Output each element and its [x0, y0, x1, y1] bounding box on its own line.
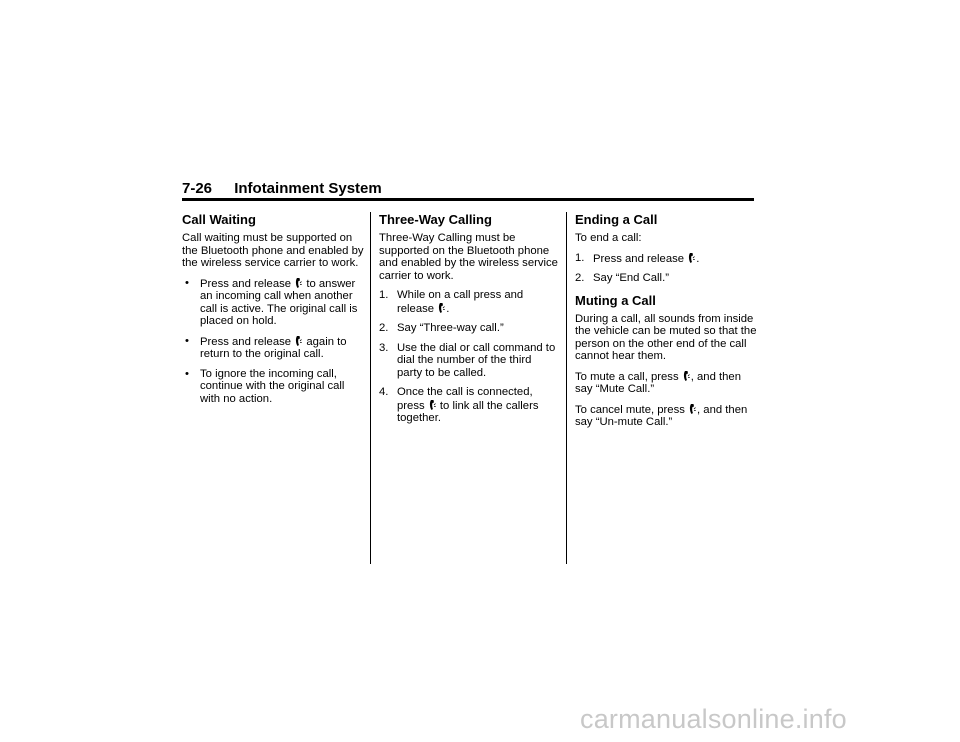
bullet-icon: • — [185, 276, 189, 289]
item-text: , and then say “Mute Call.” — [575, 370, 742, 395]
list-item — [379, 342, 559, 380]
item-text: . — [446, 302, 450, 315]
column-three-way — [379, 212, 559, 432]
column-ending-muting — [575, 212, 757, 436]
unmute-instruction — [575, 403, 757, 429]
page-number: 7-26 — [182, 180, 213, 197]
list-item — [182, 277, 364, 328]
site-watermark: carmanualsonline.info — [580, 704, 847, 734]
step-number: 1. — [575, 251, 585, 264]
bullet-icon: • — [185, 334, 189, 347]
item-text: To ignore the incoming call, continue with the original call with no action. — [200, 367, 345, 405]
three-way-intro: Three-Way Calling must be supported on the Bluetooth phone and enabled by the wireless service carrier to work. — [379, 232, 558, 282]
phone-talk-icon — [683, 370, 690, 382]
item-text: While on a call press and release — [397, 289, 524, 315]
list-item — [379, 289, 559, 315]
item-text: Press and release — [200, 277, 292, 290]
phone-talk-icon — [688, 252, 695, 264]
three-way-heading: Three-Way Calling — [379, 212, 492, 227]
item-text: again to return to the original call. — [200, 335, 347, 360]
muting-intro: During a call, all sounds from inside the vehicle can be muted so that the person on the other end of the call cannot hear them. — [575, 312, 757, 362]
step-number: 1. — [379, 289, 389, 301]
list-item — [182, 335, 364, 361]
item-text: Press and release — [200, 335, 292, 348]
call-waiting-intro: Call waiting must be supported on the Bluetooth phone and enabled by the wireless service carrier to work. — [182, 232, 364, 269]
call-waiting-heading: Call Waiting — [182, 212, 256, 227]
column-call-waiting — [182, 212, 364, 412]
bullet-icon: • — [185, 367, 189, 380]
list-item — [379, 386, 559, 425]
item-text: Once the call is connected, press — [397, 386, 533, 412]
mute-instruction — [575, 370, 757, 396]
list-item — [379, 322, 559, 335]
ending-heading: Ending a Call — [575, 212, 658, 227]
item-text: Use the dial or call command to dial the number of the third party to be called. — [397, 341, 556, 379]
phone-talk-icon — [689, 403, 696, 415]
ending-steps — [575, 252, 757, 285]
item-text: . — [696, 252, 700, 265]
item-text: To mute a call, press — [575, 370, 679, 383]
phone-talk-icon — [295, 277, 302, 289]
step-number: 2. — [575, 272, 585, 284]
ending-intro: To end a call: — [575, 232, 642, 244]
item-text: to answer an incoming call when another call is active. The original call is placed on hold. — [200, 277, 358, 327]
list-item — [575, 272, 757, 285]
column-divider — [566, 212, 567, 564]
item-text: Say “End Call.” — [593, 272, 669, 284]
phone-talk-icon — [429, 399, 436, 411]
item-text: to link all the callers together. — [397, 399, 539, 424]
call-waiting-list — [182, 277, 364, 406]
item-text: To cancel mute, press — [575, 403, 685, 416]
item-text: Say “Three-way call.” — [397, 322, 504, 334]
step-number: 4. — [379, 386, 389, 398]
step-number: 3. — [379, 341, 389, 354]
list-item — [182, 368, 364, 406]
item-text: , and then say “Un-mute Call.” — [575, 403, 748, 428]
item-text: Press and release — [593, 252, 685, 265]
muting-heading: Muting a Call — [575, 292, 656, 308]
section-title: Infotainment System — [234, 180, 382, 197]
column-divider — [370, 212, 371, 564]
three-way-steps — [379, 289, 559, 425]
phone-talk-icon — [295, 335, 302, 347]
list-item — [575, 252, 757, 266]
phone-talk-icon — [438, 302, 445, 314]
step-number: 2. — [379, 322, 389, 334]
page-header — [182, 180, 754, 201]
